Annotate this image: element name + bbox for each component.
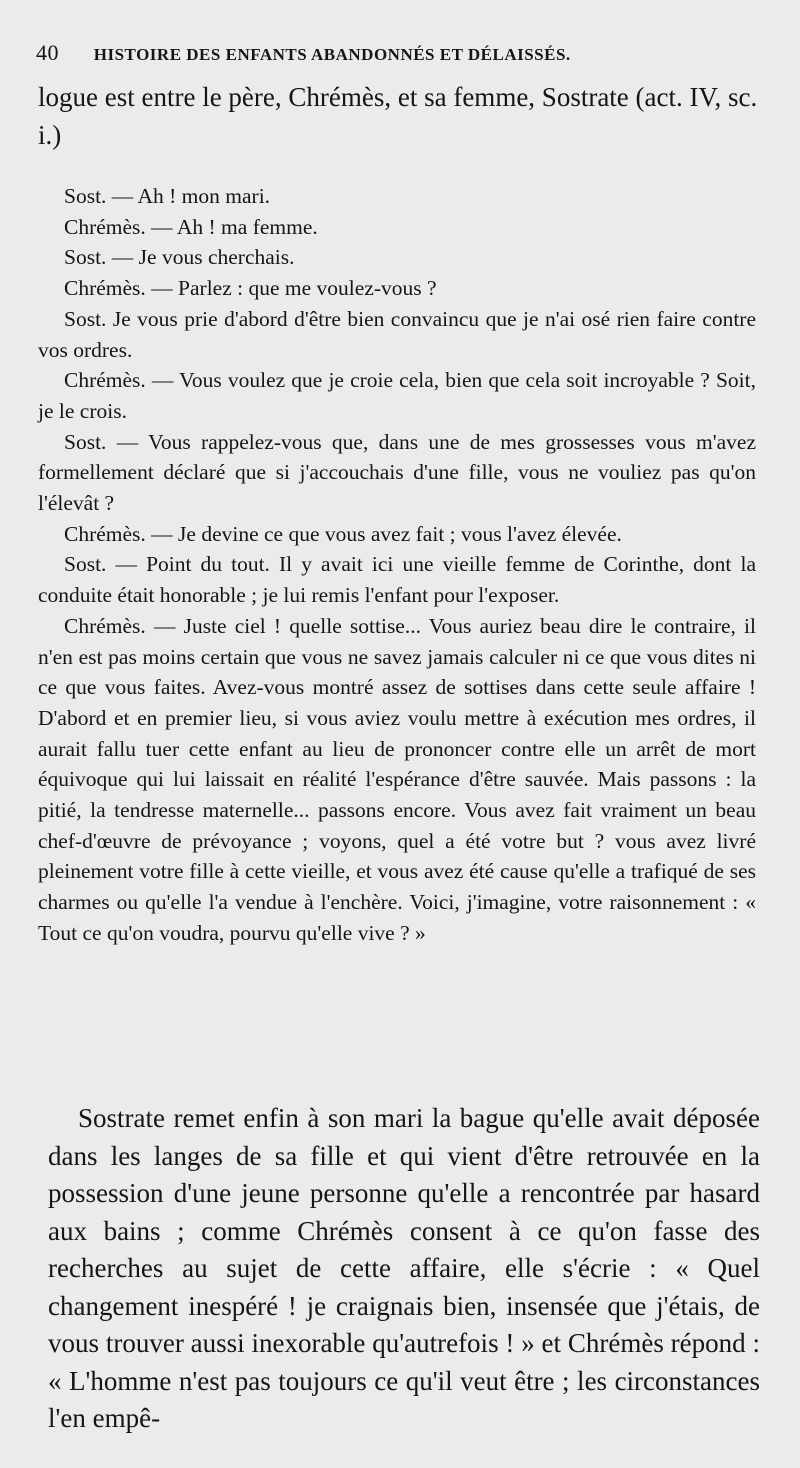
dialogue-line: Sost. — Ah ! mon mari. xyxy=(64,184,271,208)
dialogue-line: Sost. — Vous rappelez-vous que, dans une de mes grossesses vous m'avez formellement déclaré que si j'accouchais d'une fille, vous ne vouliez pas qu'on l'élevât ? xyxy=(38,429,756,516)
dialogue-line: Sost. Je vous prie d'abord d'être bien convaincu que je n'ai osé rien faire contre vos ordres. xyxy=(38,306,756,362)
running-header xyxy=(36,40,776,66)
page-number: 40 xyxy=(36,40,59,65)
intro-paragraph: logue est entre le père, Chrémès, et sa femme, Sostrate (act. IV, sc. i.) xyxy=(38,82,758,150)
closing-paragraph: Sostrate remet enfin à son mari la bague qu'elle avait déposée dans les langes de sa fille et qui vient d'être retrouvée en la possession d'une jeune personne qu'elle a rencontrée par hasard aux bains ; comme Chrémès consent à ce qu'on fasse des recherches au sujet de cette affaire, elle s'écrie : « Quel changement inespéré ! je craignais bien, insensée que j'étais, de vous trouver aussi inexorable qu'autrefois ! » et Chrémès répond : « L'homme n'est pas toujours ce qu'il veut être ; les circonstances l'en empê- xyxy=(48,1103,760,1433)
dialogue-block xyxy=(38,181,756,949)
closing-paragraph-block xyxy=(48,1100,760,1438)
dialogue-line: Chrémès. — Vous voulez que je croie cela, bien que cela soit incroyable ? Soit, je le crois. xyxy=(38,368,756,423)
dialogue-line: Chrémès. — Parlez : que me voulez-vous ? xyxy=(64,276,437,301)
dialogue-line: Chrémès. — Juste ciel ! quelle sottise... Vous auriez beau dire le contraire, il n'en est pas moins certain que vous ne savez jamais calculer ni ce que vous dites ni ce que vous faites. Avez-vous montré assez de sottises dans cette seule affaire ! D'abord et en premier lieu, si vous aviez voulu mettre à exécution mes ordres, il aurait fallu tuer cette enfant au lieu de prononcer contre elle un arrêt de mort équivoque qui lui laissait en réalité l'espérance d'être sauvée. Mais passons : la pitié, la tendresse maternelle... passons encore. Vous avez fait vraiment un beau chef-d'œuvre de prévoyance ; voyons, quel a été votre but ? vous avez livré pleinement votre fille à cette vieille, et vous avez été cause qu'elle a trafiqué de ses charmes ou qu'elle l'a vendue à l'enchère. Voici, j'imagine, votre raisonnement : « Tout ce qu'on voudra, pourvu qu'elle vive ? » xyxy=(38,613,756,945)
running-title: HISTOIRE DES ENFANTS ABANDONNÉS ET DÉLAISSÉS. xyxy=(93,45,571,64)
dialogue-line: Sost. — Je vous cherchais. xyxy=(64,245,295,270)
dialogue-line: Chrémès. — Je devine ce que vous avez fait ; vous l'avez élevée. xyxy=(64,521,622,546)
dialogue-line: Chrémès. — Ah ! ma femme. xyxy=(64,214,318,239)
dialogue-line: Sost. — Point du tout. Il y avait ici une vieille femme de Corinthe, dont la conduite était honorable ; je lui remis l'enfant pour l'exposer. xyxy=(38,552,756,608)
